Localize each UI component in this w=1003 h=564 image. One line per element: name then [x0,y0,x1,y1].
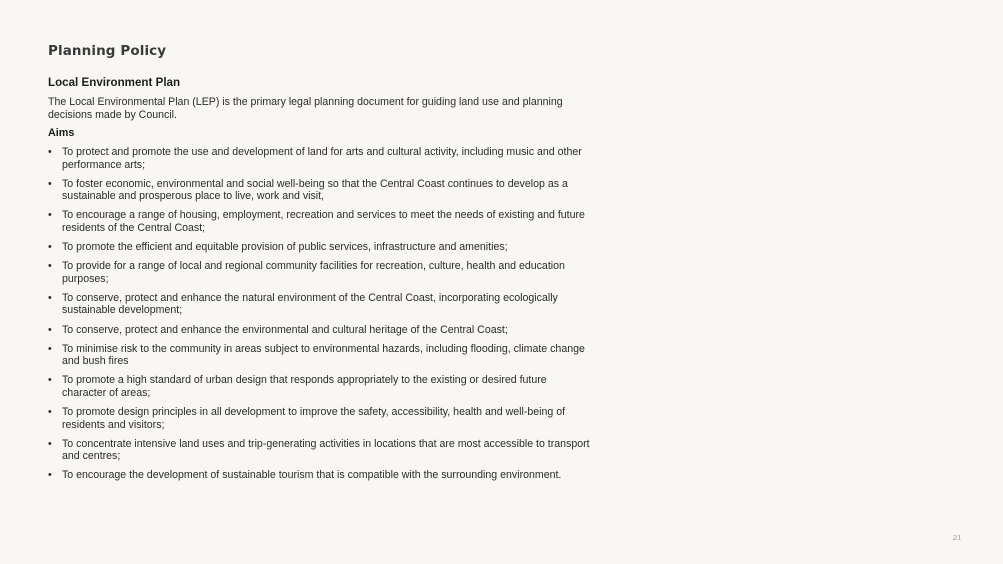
list-item-text: To foster economic, environmental and social well-being so that the Central Coast continues to develop as a sustainable and prosperous place to live, work and visit, [62,177,568,203]
page-title: Planning Policy [48,43,167,59]
intro-paragraph: The Local Environmental Plan (LEP) is the primary legal planning document for guiding land use and planning decisions made by Council. [48,96,563,121]
bullet-icon: • [48,260,52,273]
bullet-icon: • [48,146,52,158]
bullet-icon: • [48,437,52,450]
bullet-icon: • [48,209,52,222]
list-item [48,292,593,317]
bullet-icon: • [48,291,52,304]
bullet-icon: • [48,323,52,336]
list-item-text: To promote a high standard of urban design that responds appropriately to the existing or desired future character of areas; [62,374,547,399]
list-item [48,374,593,399]
list-item [48,241,593,254]
list-item [48,343,593,368]
list-item [48,178,593,203]
bullet-icon: • [48,374,52,387]
section-heading: Local Environment Plan [48,76,181,89]
list-item [48,146,593,171]
list-item [48,469,593,482]
list-item [48,406,593,431]
list-item-text: To provide for a range of local and regional community facilities for recreation, culture, health and education purposes; [62,260,565,285]
list-item [48,438,593,463]
list-item [48,209,593,234]
list-item-text: To conserve, protect and enhance the environmental and cultural heritage of the Central Coast; [62,323,508,336]
aims-heading: Aims [48,127,75,139]
list-item-text: To minimise risk to the community in areas subject to environmental hazards, including flooding, climate change and bush fires [62,342,585,368]
list-item [48,324,593,337]
bullet-icon: • [48,406,52,418]
page-number: 21 [953,533,962,542]
list-item [48,260,593,285]
list-item-text: To promote the efficient and equitable provision of public services, infrastructure and amenities; [62,241,508,254]
list-item-text: To conserve, protect and enhance the natural environment of the Central Coast, incorporating ecologically sustainable development; [62,291,558,317]
bullet-icon: • [48,469,52,482]
bullet-icon: • [48,342,52,355]
list-item-text: To encourage the development of sustainable tourism that is compatible with the surrounding environment. [62,469,562,482]
list-item-text: To concentrate intensive land uses and trip-generating activities in locations that are most accessible to transport and centres; [62,437,590,463]
bullet-icon: • [48,177,52,190]
list-item-text: To promote design principles in all development to improve the safety, accessibility, health and well-being of residents and visitors; [62,406,566,431]
list-item-text: To protect and promote the use and development of land for arts and cultural activity, including music and other performance arts; [62,146,582,171]
bullet-icon: • [48,241,52,254]
list-item-text: To encourage a range of housing, employment, recreation and services to meet the needs of existing and future residents of the Central Coast; [62,209,585,234]
aims-list [48,146,593,488]
